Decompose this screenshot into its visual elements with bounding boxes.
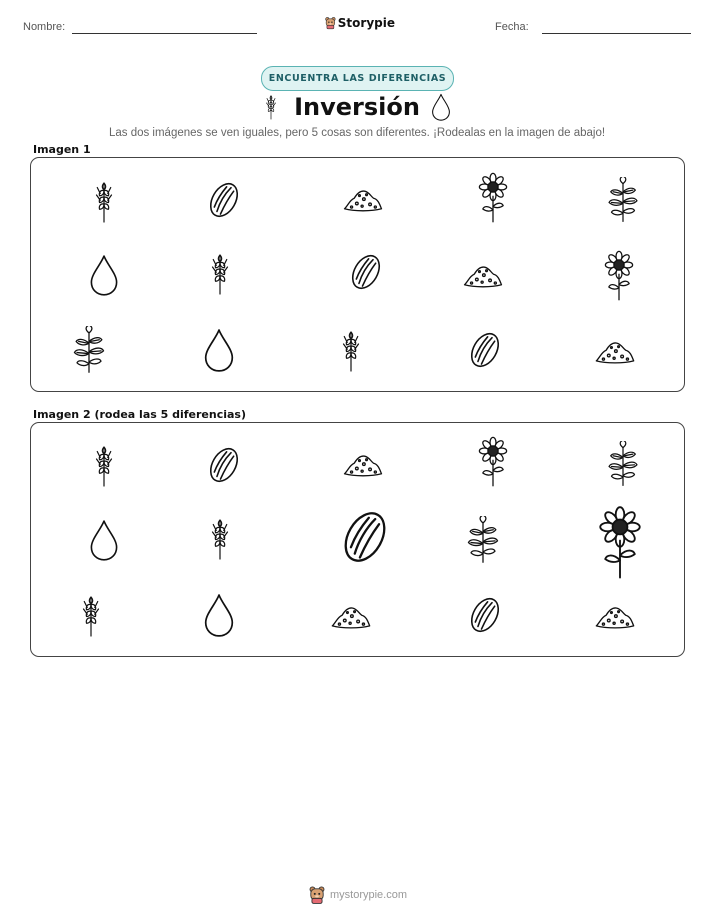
title-water-drop-icon xyxy=(429,92,453,122)
wheat-icon[interactable] xyxy=(89,177,119,225)
seed-icon-large[interactable] xyxy=(333,505,397,569)
name-label: Nombre: xyxy=(23,21,66,33)
page-title: Inversión xyxy=(294,93,420,121)
seed-icon[interactable] xyxy=(344,250,388,294)
sunflower-icon[interactable] xyxy=(476,436,510,488)
bear-mascot-icon xyxy=(325,15,336,31)
name-field-line[interactable] xyxy=(72,33,257,34)
water-drop-icon[interactable] xyxy=(86,250,122,300)
seed-icon[interactable] xyxy=(463,328,507,372)
seed-icon[interactable] xyxy=(463,593,507,637)
soil-icon[interactable] xyxy=(341,184,385,216)
wheat-icon[interactable] xyxy=(205,514,235,562)
plant-icon[interactable] xyxy=(604,441,642,487)
wheat-icon[interactable] xyxy=(89,441,119,489)
water-drop-icon[interactable] xyxy=(200,590,238,640)
plant-icon[interactable] xyxy=(463,516,503,564)
sunflower-icon[interactable] xyxy=(476,172,510,224)
seed-icon[interactable] xyxy=(202,178,246,222)
seed-icon[interactable] xyxy=(202,443,246,487)
bear-mascot-icon xyxy=(309,886,325,904)
soil-icon[interactable] xyxy=(592,601,638,633)
brand-name: Storypie xyxy=(337,16,395,30)
soil-icon[interactable] xyxy=(592,336,638,368)
sunflower-icon[interactable] xyxy=(602,250,636,302)
plant-icon[interactable] xyxy=(604,177,642,223)
soil-icon[interactable] xyxy=(461,260,505,292)
footer-site-link[interactable]: mystorypie.com xyxy=(330,889,408,901)
title-wheat-icon xyxy=(262,93,280,121)
date-field-line[interactable] xyxy=(542,33,691,34)
soil-icon[interactable] xyxy=(328,601,374,633)
wheat-icon[interactable] xyxy=(76,591,106,639)
storypie-logo xyxy=(325,14,395,32)
image1-label: Imagen 1 xyxy=(33,143,91,156)
date-label: Fecha: xyxy=(495,21,529,33)
plant-icon[interactable] xyxy=(69,326,109,374)
soil-icon[interactable] xyxy=(341,449,385,481)
instructions-text: Las dos imágenes se ven iguales, pero 5 cosas son diferentes. ¡Rodealas en la imagen de abajo! xyxy=(108,127,606,139)
water-drop-icon[interactable] xyxy=(86,515,122,565)
wheat-icon[interactable] xyxy=(336,326,366,374)
activity-badge: ENCUENTRA LAS DIFERENCIAS xyxy=(261,66,454,91)
water-drop-icon[interactable] xyxy=(200,325,238,375)
wheat-icon[interactable] xyxy=(205,249,235,297)
sunflower-icon-large[interactable] xyxy=(595,506,645,580)
image2-label: Imagen 2 (rodea las 5 diferencias) xyxy=(33,408,247,421)
footer xyxy=(309,885,419,905)
